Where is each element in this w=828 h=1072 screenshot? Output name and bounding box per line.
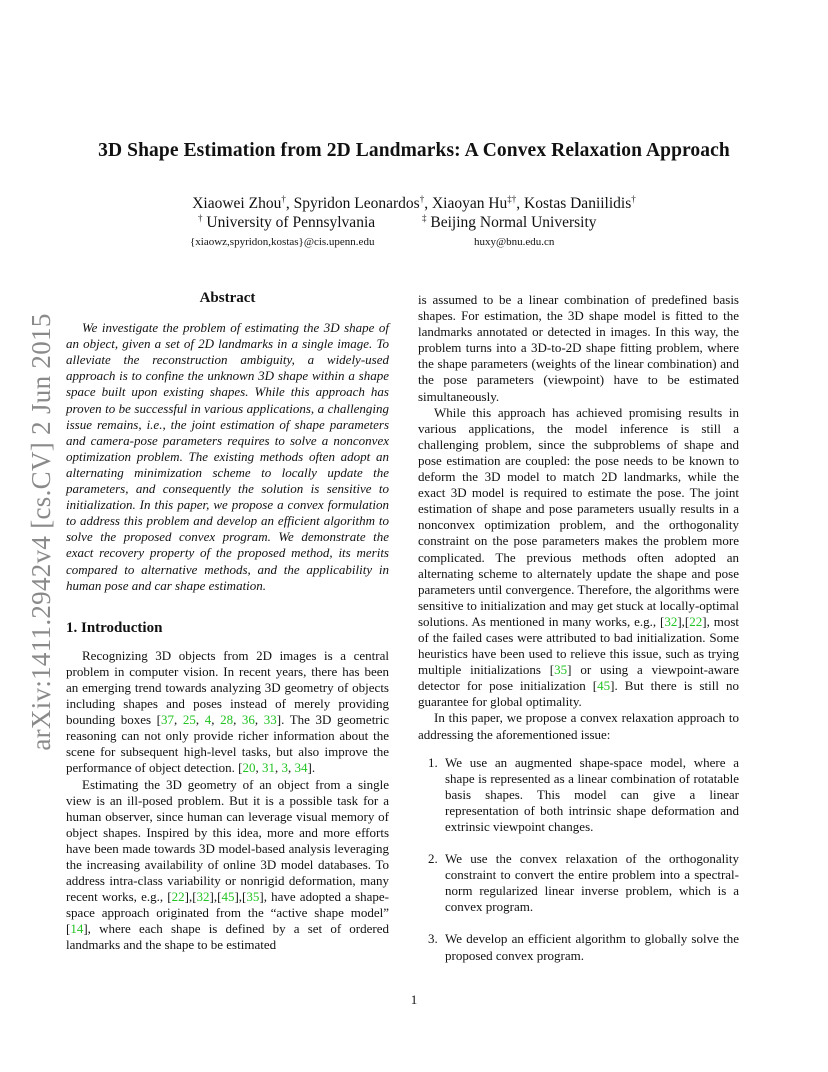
author-name: Kostas Daniilidis: [524, 195, 632, 212]
citation-link[interactable]: 22: [171, 889, 185, 905]
section-heading-introduction: 1. Introduction: [66, 619, 163, 636]
citation-link[interactable]: 45: [221, 889, 235, 905]
affiliation-mark: ‡†: [507, 194, 517, 204]
citation-link[interactable]: 32: [196, 889, 210, 905]
author-name: Xiaowei Zhou: [192, 195, 282, 212]
affiliation-bnu: ‡ Beijing Normal University: [422, 213, 597, 231]
intro-paragraph-4: While this approach has achieved promising results in various applications, the model inference is still a challenging problem, since the subproblems of shape and pose estimation are coupled: the pose needs to be known to deform the 3D model to match 2D landmarks, while the exact 3D model is required to estimate the pose. The joint estimation of shape and pose parameters usually results in a nonconvex optimization problem, and the orthogonality constraint on the pose parameters makes the problem more complicated. The previous methods often adopted an alternating scheme to alternately update the shape and pose parameters until convergence. Therefore, the algorithms were sensitive to initialization and may get stuck at locally-optimal solutions. As mentioned in many works, e.g., [32],[22], most of the failed cases were attributed to bad initialization. Some heuristics have been used to relieve this issue, such as trying multiple initializations [35] or using a viewpoint-aware detector for pose initialization [45]. But there is still no guarantee for global optimality.: [418, 404, 740, 710]
citation-link[interactable]: 14: [70, 921, 84, 937]
citation-link[interactable]: 28: [220, 712, 234, 728]
citation-link[interactable]: 4: [204, 712, 212, 728]
citation-link[interactable]: 32: [664, 613, 678, 629]
citation-link[interactable]: 37: [160, 712, 174, 728]
email-upenn: {xiaowz,spyridon,kostas}@cis.upenn.edu: [190, 236, 375, 248]
intro-paragraph-5: In this paper, we propose a convex relaxation approach to addressing the aforementioned issue:: [418, 710, 739, 742]
citation-link[interactable]: 25: [182, 712, 196, 728]
citation-link[interactable]: 22: [689, 613, 703, 629]
citation-link[interactable]: 34: [294, 760, 308, 776]
affiliation-mark: †: [419, 194, 425, 204]
author-list: Xiaowei Zhou†, Spyridon Leonardos†, Xiaoyan Hu‡†, Kostas Daniilidis†: [192, 194, 636, 212]
paper-title: 3D Shape Estimation from 2D Landmarks: A Convex Relaxation Approach: [98, 140, 730, 161]
arxiv-identifier: arXiv:1411.2942v4 [cs.CV] 2 Jun 2015: [26, 313, 56, 751]
intro-paragraph-3: is assumed to be a linear combination of predefined basis shapes. For estimation, the 3D shape model is fitted to the landmarks annotated or detected in images. In this way, the problem turns into a 3D-to-2D shape fitting problem, where the shape parameters (weights of the linear combination) and the pose parameters (viewpoint) have to be estimated simultaneously.: [418, 292, 739, 404]
right-column: [418, 292, 739, 980]
citation-link[interactable]: 36: [241, 712, 255, 728]
contribution-list: [418, 755, 739, 964]
citation-link[interactable]: 35: [554, 662, 568, 678]
citation-link[interactable]: 45: [597, 678, 611, 694]
page-number: 1: [410, 992, 418, 1007]
contribution-item: 2. We use the convex relaxation of the orthogonality constraint to convert the entire problem into a spectral-norm regularized linear inverse problem, which is a convex program.: [428, 851, 739, 915]
intro-paragraph-2: Estimating the 3D geometry of an object from a single view is an ill-posed problem. But it is a possible task for a human observer, since human can leverage visual memory of object shapes. Inspired by this idea, more and more efforts have been made towards 3D model-based analysis leveraging the increasing availability of online 3D model databases. To address intra-class variability or nonrigid deformation, many recent works, e.g., [22],[32],[45],[35], have adopted a shape-space approach originated from the “active shape model” [14], where each shape is defined by a set of ordered landmarks and the shape to be estimated: [66, 776, 389, 953]
citation-link[interactable]: 35: [246, 889, 260, 905]
citation-link[interactable]: 33: [263, 712, 277, 728]
contribution-item: 1. We use an augmented shape-space model, where a shape is represented as a linear combination of rotatable basis shapes. This model can give a linear representation of both intrinsic shape deformation and extrinsic viewpoint changes.: [428, 754, 739, 834]
citation-link[interactable]: 3: [281, 760, 288, 776]
affiliation-mark: †: [631, 194, 636, 204]
intro-paragraph-1: Recognizing 3D objects from 2D images is a central problem in computer vision. In recent years, there has been an emerging trend towards analyzing 3D geometry of objects including shapes and poses instead of merely providing bounding boxes [37, 25, 4, 28, 36, 33]. The 3D geometric reasoning can not only provide richer information about the scene for subsequent high-level tasks, but also improve the performance of object detection. [20, 31, 3, 34].: [66, 647, 390, 776]
citation-link[interactable]: 31: [262, 760, 275, 776]
left-column: [66, 290, 389, 954]
author-name: Spyridon Leonardos: [293, 195, 420, 212]
citation-link[interactable]: 20: [242, 760, 256, 776]
affiliation-upenn: † University of Pennsylvania: [198, 213, 376, 231]
author-name: Xiaoyan Hu: [431, 195, 508, 212]
abstract-heading: Abstract: [199, 290, 256, 306]
email-bnu: huxy@bnu.edu.cn: [474, 236, 555, 248]
abstract-text: We investigate the problem of estimating the 3D shape of an object, given a set of 2D landmarks in a single image. To alleviate the reconstruction ambiguity, a widely-used approach is to confine the unknown 3D shape within a shape space built upon existing shapes. While this approach has proven to be successful in various applications, a challenging issue remains, i.e., the joint estimation of shape parameters and camera-pose parameters requires to solve a nonconvex optimization problem. The existing methods often adopt an alternating minimization scheme to locally update the parameters, and consequently the solution is sensitive to initialization. In this paper, we propose a convex formulation to address this problem and develop an efficient algorithm to solve the proposed convex program. We demonstrate the exact recovery property of the proposed method, its merits compared to alternative methods, and the applicability in human pose and car shape estimation.: [66, 320, 389, 593]
affiliation-mark: †: [281, 194, 286, 204]
contribution-item: 3. We develop an efficient algorithm to globally solve the proposed convex program.: [428, 931, 739, 963]
